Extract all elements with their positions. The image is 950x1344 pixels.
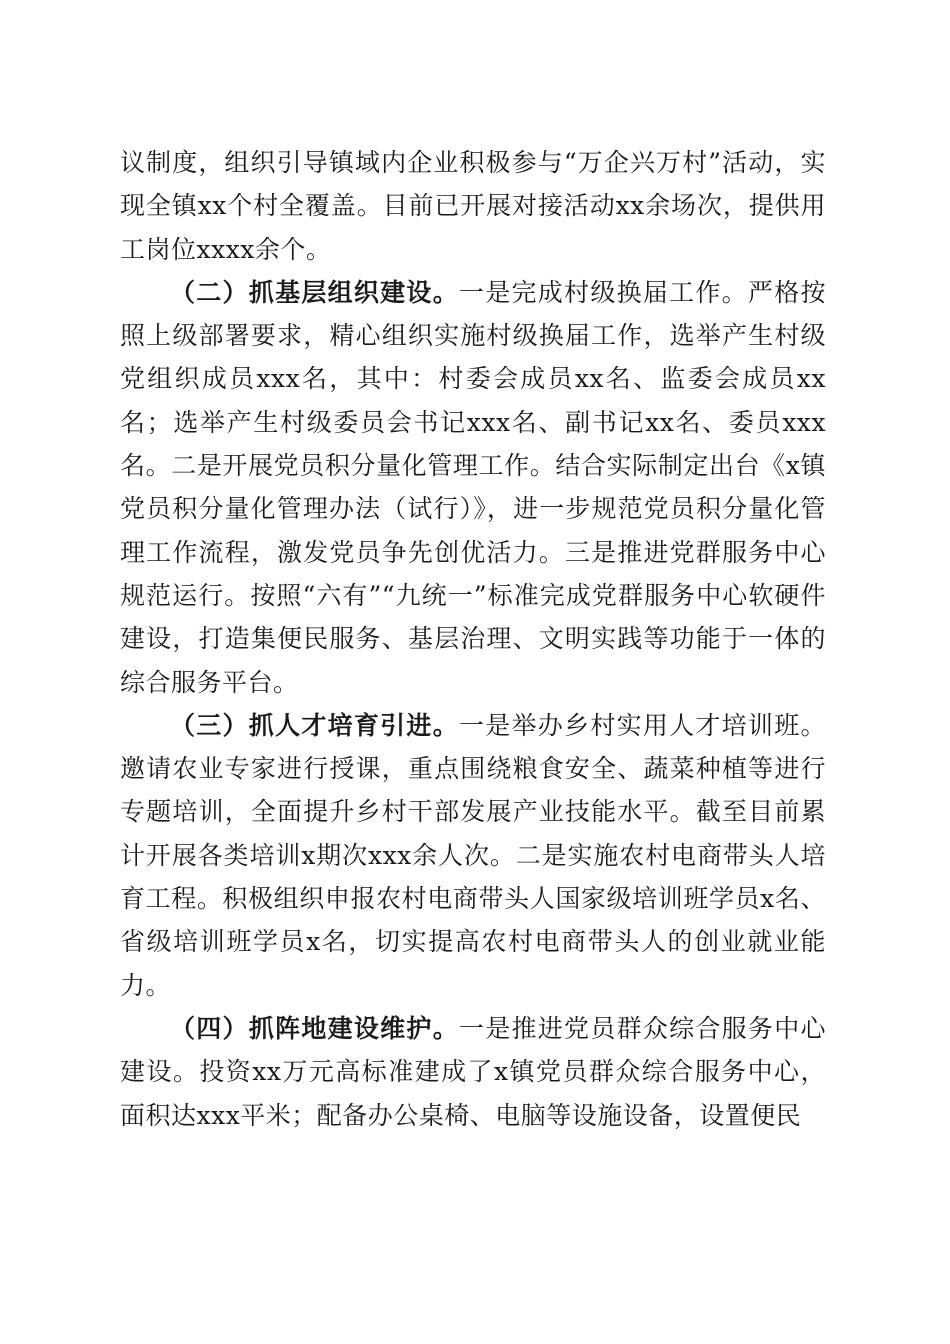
paragraph-heading: （四）抓阵地建设维护。 <box>170 1013 459 1043</box>
paragraph-text: 议制度，组织引导镇域内企业积极参与“万企兴万村”活动，实现全镇xx个村全覆盖。目前已开展对接活动xx余场次，提供用工岗位xxxx余个。 <box>120 148 826 264</box>
paragraph-text: 一是完成村级换届工作。严格按照上级部署要求，精心组织实施村级换届工作，选举产生村级党组织成员xxx名，其中：村委会成员xx名、监委会成员xx名；选举产生村级委员会书记xxx名、副书记xx名、委员xxx名。二是开展党员积分量化管理工作。结合实际制定出台《x镇党员积分量化管理办法（试行）》，进一步规范党员积分量化管理工作流程，激发党员争先创优活力。三是推进党群服务中心规范运行。按照“六有”“九统一”标准完成党群服务中心软硬件建设，打造集便民服务、基层治理、文明实践等功能于一体的综合服务平台。 <box>120 277 826 697</box>
paragraph-talent-cultivation <box>120 704 826 1007</box>
paragraph-text: 一是推进党员群众综合服务中心建设。投资xx万元高标准建成了x镇党员群众综合服务中心，面积达xxx平米；配备办公桌椅、电脑等设施设备，设置便民 <box>120 1013 826 1130</box>
paragraph-position-construction <box>120 1007 826 1137</box>
paragraph-heading: （三）抓人才培育引进。 <box>170 710 459 740</box>
paragraph-text: 一是举办乡村实用人才培训班。邀请农业专家进行授课，重点围绕粮食安全、蔬菜种植等进行专题培训，全面提升乡村干部发展产业技能水平。截至目前累计开展各类培训x期次xxx余人次。二是实施农村电商带头人培育工程。积极组织申报农村电商带头人国家级培训班学员x名、省级培训班学员x名，切实提高农村电商带头人的创业就业能力。 <box>120 710 826 1000</box>
paragraph-continuation <box>120 141 826 271</box>
paragraph-grassroots-organization <box>120 271 826 704</box>
paragraph-heading: （二）抓基层组织建设。 <box>170 277 459 307</box>
document-body <box>120 141 826 1137</box>
